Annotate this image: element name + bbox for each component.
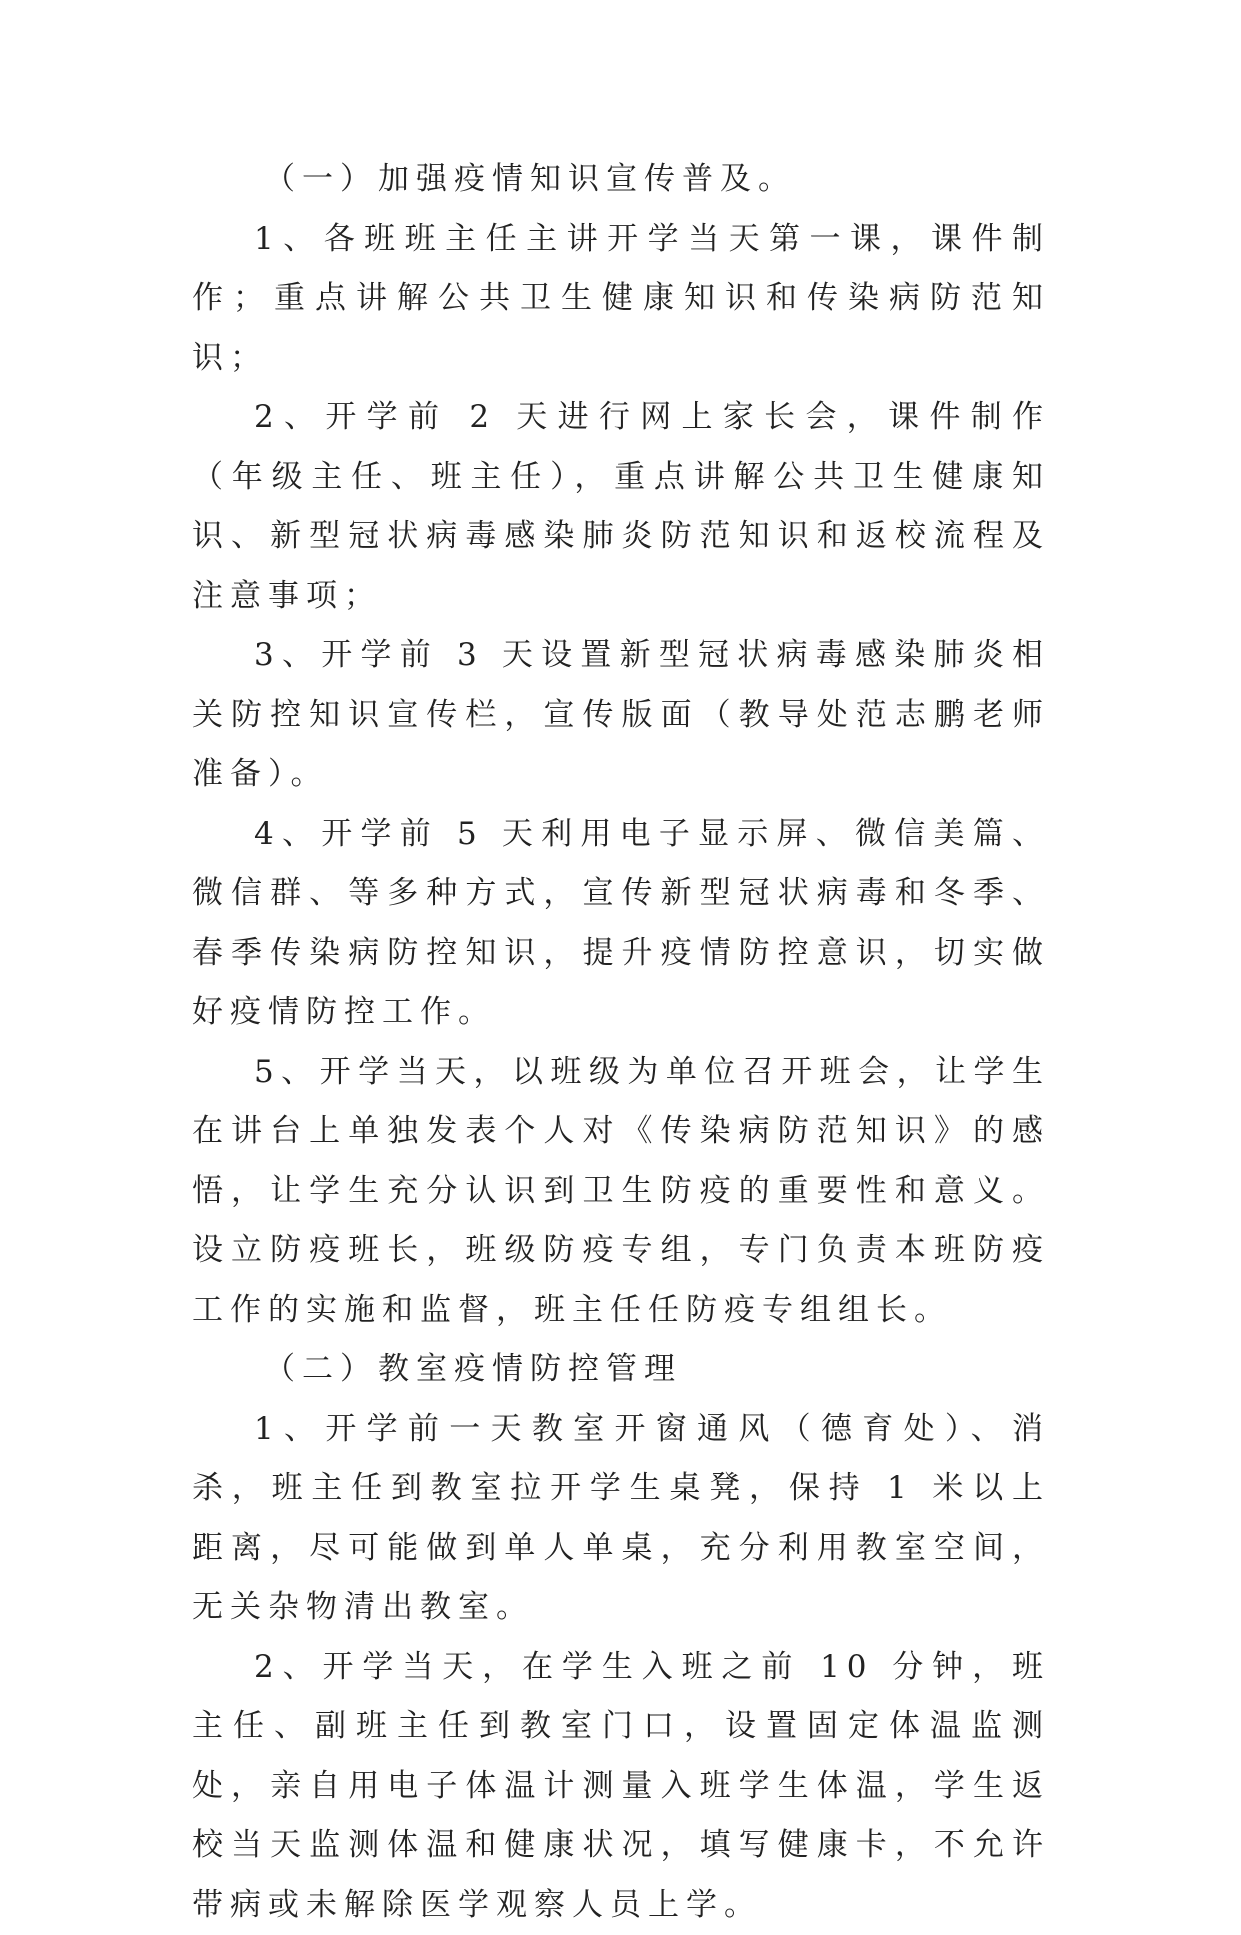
paragraph-1-1: 1、各班班主任主讲开学当天第一课，课件制作；重点讲解公共卫生健康知识和传染病防范知识； [192,210,1050,389]
document-body [192,150,1050,1935]
paragraph-1-5: 5、开学当天，以班级为单位召开班会，让学生在讲台上单独发表个人对《传染病防范知识》的感悟，让学生充分认识到卫生防疫的重要性和意义。设立防疫班长，班级防疫专组，专门负责本班防疫工作的实施和监督，班主任任防疫专组组长。 [192,1043,1050,1341]
paragraph-2-2: 2、开学当天，在学生入班之前 10 分钟，班主任、副班主任到教室门口，设置固定体温监测处，亲自用电子体温计测量入班学生体温，学生返校当天监测体温和健康状况，填写健康卡，不允许带病或未解除医学观察人员上学。 [192,1638,1050,1935]
section-heading-1: （一）加强疫情知识宣传普及。 [192,150,1050,210]
paragraph-1-3: 3、开学前 3 天设置新型冠状病毒感染肺炎相关防控知识宣传栏，宣传版面（教导处范志鹏老师准备）。 [192,626,1050,805]
paragraph-2-1: 1、开学前一天教室开窗通风（德育处）、消杀，班主任到教室拉开学生桌凳，保持 1 米以上距离，尽可能做到单人单桌，充分利用教室空间，无关杂物清出教室。 [192,1400,1050,1638]
section-heading-2: （二）教室疫情防控管理 [192,1340,1050,1400]
paragraph-1-4: 4、开学前 5 天利用电子显示屏、微信美篇、微信群、等多种方式，宣传新型冠状病毒和冬季、春季传染病防控知识，提升疫情防控意识，切实做好疫情防控工作。 [192,805,1050,1043]
paragraph-1-2: 2、开学前 2 天进行网上家长会，课件制作（年级主任、班主任），重点讲解公共卫生健康知识、新型冠状病毒感染肺炎防范知识和返校流程及注意事项； [192,388,1050,626]
